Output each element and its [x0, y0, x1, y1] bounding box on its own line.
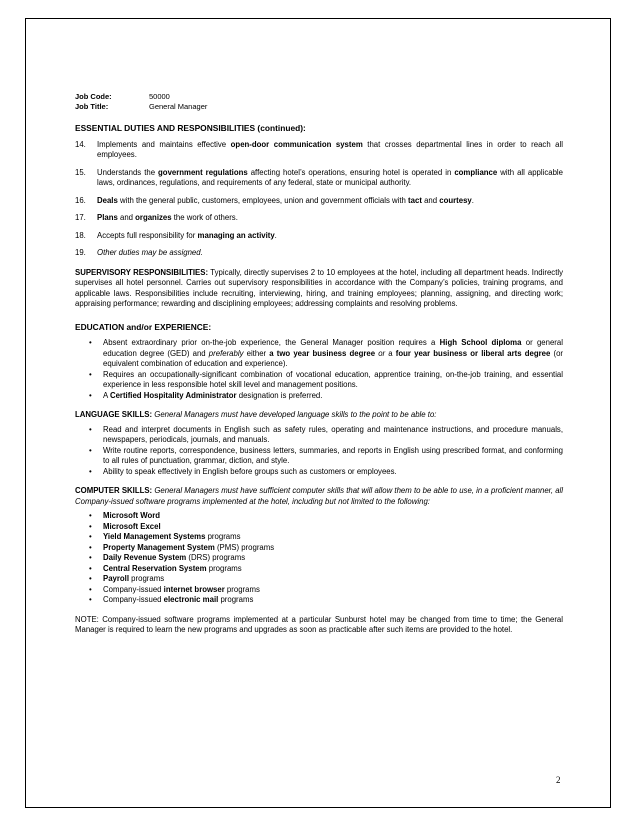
- duty-item: [75, 248, 563, 259]
- text-run: government regulations: [158, 167, 248, 177]
- bullet-icon: •: [89, 542, 92, 552]
- note-paragraph: NOTE: Company-issued software programs implemented at a particular Sunburst hotel may be changed from time to time; the General Manager is required to learn the new programs and upgrades as soon as practicable after such items are provided to the hotel.: [75, 614, 563, 634]
- duty-item: [75, 231, 563, 242]
- job-code-label: Job Code:: [75, 92, 112, 101]
- text-run: the work of others.: [171, 213, 238, 222]
- text-run: programs: [206, 563, 242, 573]
- list-item-text: [103, 574, 563, 585]
- text-run: SUPERVISORY RESPONSIBILITIES:: [75, 267, 209, 277]
- language-skills-list: [75, 425, 563, 478]
- duty-number: 18.: [75, 230, 86, 240]
- duty-item: [75, 168, 563, 189]
- page-number: 2: [556, 775, 561, 785]
- list-item-text: [103, 446, 563, 467]
- text-run: a two year business degree: [269, 348, 376, 358]
- text-run: Other duties may be assigned.: [97, 248, 203, 257]
- text-run: (or equivalent combination of education and experience).: [103, 348, 564, 368]
- bullet-icon: •: [89, 424, 92, 434]
- list-item-text: [103, 425, 563, 446]
- text-run: either: [243, 348, 270, 358]
- text-run: Central Reservation System: [103, 563, 207, 573]
- bullet-icon: •: [89, 563, 92, 573]
- text-run: compliance: [454, 167, 498, 177]
- duty-number: 15.: [75, 167, 86, 177]
- language-skills-paragraph: [75, 410, 563, 421]
- text-run: (DRS) programs: [186, 553, 246, 562]
- list-item: [75, 370, 563, 391]
- text-run: Implements and maintains effective: [97, 139, 231, 149]
- bullet-icon: •: [89, 338, 92, 347]
- text-run: and: [117, 213, 136, 222]
- text-run: Accepts full responsibility for: [97, 230, 198, 240]
- text-run: programs: [129, 574, 165, 583]
- text-run: Ability to speak effectively in English before groups such as customers or employees.: [103, 466, 397, 476]
- text-run: Write routine reports, correspondence, business letters, summaries, and reports in English using prescribed format, and conforming to all rules of punctuation, grammar, diction, and style.: [103, 445, 563, 465]
- text-run: .: [274, 230, 277, 240]
- duty-number: 14.: [75, 139, 86, 149]
- text-run: electronic mail: [163, 595, 219, 604]
- list-item: [75, 391, 563, 402]
- text-run: A: [103, 390, 110, 400]
- text-run: Payroll: [103, 574, 130, 583]
- text-run: with the general public, customers, employees, union and government officials with: [117, 195, 409, 205]
- list-item-text: [103, 511, 563, 522]
- duty-text: [97, 196, 563, 207]
- essential-duties-list: [75, 140, 563, 259]
- list-item-text: [103, 553, 563, 564]
- job-code-row: [75, 92, 563, 102]
- text-run: four year business or liberal arts degree: [395, 348, 551, 358]
- list-item-text: [103, 522, 563, 533]
- text-run: or: [521, 338, 533, 347]
- job-title-label: Job Title:: [75, 101, 109, 111]
- text-run: open-door communication system: [230, 139, 363, 149]
- duty-number: 17.: [75, 213, 86, 222]
- text-run: courtesy: [439, 195, 472, 205]
- text-run: Plans: [97, 213, 118, 222]
- text-run: and: [421, 195, 440, 205]
- list-item: [75, 446, 563, 467]
- document-body: [75, 92, 563, 636]
- text-run: General Managers must have sufficient computer skills that will allow them to be able to use, in a proficient manner, all Company-issued software programs implemented at the hotel, including but not limited to the following:: [75, 486, 564, 506]
- text-run: Company-issued: [103, 595, 164, 604]
- text-run: High School diploma: [439, 338, 522, 347]
- list-item: [75, 585, 563, 596]
- list-item: [75, 467, 563, 478]
- text-run: preferably: [208, 348, 244, 358]
- list-item: [75, 595, 563, 606]
- text-run: Requires an occupationally-significant combination of vocational education, apprentice training, on-the-job training, and essential experience in less responsible hotel skill level and management positions.: [103, 369, 563, 389]
- bullet-icon: •: [89, 445, 92, 455]
- duty-item: [75, 140, 563, 161]
- text-run: Daily Revenue System: [103, 553, 187, 562]
- text-run: Property Management System: [103, 542, 215, 552]
- job-title-value: General Manager: [149, 101, 208, 111]
- text-run: Deals: [97, 195, 118, 205]
- duty-text: [97, 248, 563, 259]
- list-item: [75, 338, 563, 370]
- bullet-icon: •: [89, 553, 92, 562]
- text-run: .: [471, 195, 474, 205]
- duty-text: [97, 140, 563, 161]
- list-item-text: [103, 543, 563, 554]
- list-item: [75, 425, 563, 446]
- text-run: Read and interpret documents in English such as safety rules, operating and maintenance instructions, and procedure manuals, newspapers, periodicals, journals, and manuals.: [103, 424, 563, 444]
- duty-text: [97, 168, 563, 189]
- text-run: or: [375, 348, 386, 358]
- text-run: programs: [205, 532, 241, 541]
- text-run: COMPUTER SKILLS:: [75, 486, 153, 495]
- list-item-text: [103, 564, 563, 575]
- list-item-text: [103, 532, 563, 543]
- text-run: LANGUAGE SKILLS:: [75, 410, 153, 419]
- bullet-icon: •: [89, 369, 92, 379]
- text-run: affecting hotel’s operations, ensuring hotel is operated in: [247, 167, 455, 177]
- list-item: [75, 564, 563, 575]
- computer-skills-list: [75, 511, 563, 606]
- essential-duties-heading: ESSENTIAL DUTIES AND RESPONSIBILITIES (continued):: [75, 123, 306, 133]
- text-run: Microsoft Word: [103, 511, 161, 520]
- text-run: (PMS) programs: [214, 542, 275, 552]
- text-run: Yield Management Systems: [103, 532, 206, 541]
- job-title-row: [75, 102, 563, 112]
- text-run: with all applicable laws, ordinances, regulations, and requirements of any federal, state or municipal authority.: [97, 167, 563, 187]
- list-item-text: [103, 595, 563, 606]
- text-run: managing an activity: [197, 230, 275, 240]
- text-run: organizes: [135, 213, 172, 222]
- bullet-icon: •: [89, 574, 92, 583]
- bullet-icon: •: [89, 595, 92, 604]
- bullet-icon: •: [89, 390, 92, 400]
- list-item: [75, 511, 563, 522]
- duty-text: [97, 213, 563, 224]
- text-run: Microsoft Excel: [103, 521, 161, 531]
- text-run: designation is preferred.: [236, 390, 323, 400]
- text-run: programs: [218, 595, 254, 604]
- text-run: internet browser: [163, 584, 225, 594]
- education-list: [75, 338, 563, 401]
- list-item-text: [103, 370, 563, 391]
- text-run: programs: [224, 584, 260, 594]
- list-item: [75, 522, 563, 533]
- text-run: tact: [408, 195, 422, 205]
- bullet-icon: •: [89, 511, 92, 520]
- list-item-text: [103, 391, 563, 402]
- list-item-text: [103, 338, 563, 370]
- list-item: [75, 532, 563, 543]
- duty-item: [75, 213, 563, 224]
- text-run: General Managers must have developed language skills to the point to be able to:: [152, 410, 437, 419]
- supervisory-paragraph: [75, 268, 563, 310]
- education-heading: EDUCATION and/or EXPERIENCE:: [75, 321, 212, 332]
- bullet-icon: •: [89, 584, 92, 594]
- computer-skills-paragraph: [75, 486, 563, 507]
- bullet-icon: •: [89, 466, 92, 476]
- text-run: Absent extraordinary prior on-the-job experience, the General Manager position requires a: [103, 338, 440, 347]
- text-run: Typically, directly supervises 2 to 10 employees at the hotel, including all department heads. Indirectly supervises all hotel personnel. Carries out supervisory responsibilities in accordance with the Company’s policies, training programs, and applicable laws. Responsibilities include recruiting, interviewing, hiring, and training employees; planning, assigning, and directing work; appraising performance; rewarding and disciplining employees; addressing complaints and resolving problems.: [75, 267, 563, 308]
- text-run: that crosses departmental lines in order to reach all employees.: [97, 139, 563, 159]
- list-item: [75, 574, 563, 585]
- text-run: Company-issued: [103, 584, 164, 594]
- duty-number: 16.: [75, 195, 86, 205]
- list-item: [75, 553, 563, 564]
- bullet-icon: •: [89, 532, 92, 541]
- bullet-icon: •: [89, 521, 92, 531]
- duty-item: [75, 196, 563, 207]
- job-code-value: 50000: [149, 92, 170, 101]
- list-item: [75, 543, 563, 554]
- text-run: Understands the: [97, 167, 159, 177]
- text-run: a: [385, 348, 396, 358]
- list-item-text: [103, 467, 563, 478]
- list-item-text: [103, 585, 563, 596]
- duty-number: 19.: [75, 248, 86, 257]
- text-run: general education degree (GED) and: [103, 338, 563, 358]
- text-run: Certified Hospitality Administrator: [109, 390, 237, 400]
- duty-text: [97, 231, 563, 242]
